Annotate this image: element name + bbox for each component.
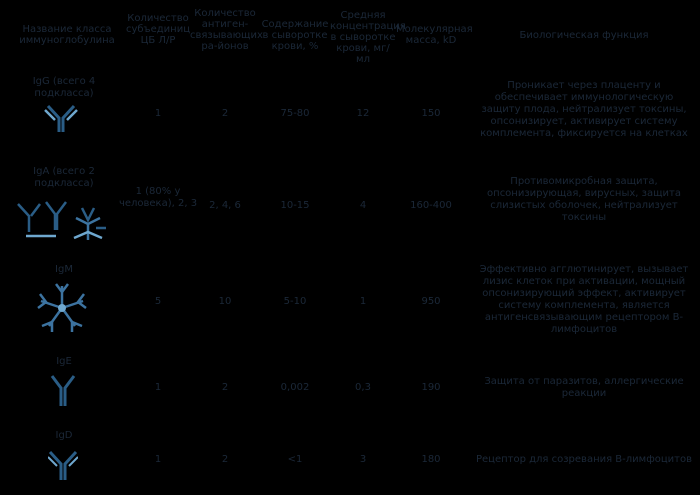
- row-percent: 75-80: [280, 108, 310, 119]
- row-name: IgA (всего 2 подкласса): [33, 166, 95, 189]
- row-percent: 0,002: [280, 382, 310, 393]
- header-chains: Количество субъединиц ЦБ Л/Р: [125, 13, 191, 46]
- row-sites: 10: [218, 296, 232, 307]
- igm-pentamer-icon: [34, 280, 90, 336]
- row-function: Противомикробная защита, опсонизирующая, вирусных, защита слизистых оболочек, нейтрализует токсины: [487, 176, 681, 223]
- row-level: 0,3: [355, 382, 371, 393]
- row-mass: 150: [421, 108, 441, 119]
- row-level: 3: [359, 454, 367, 465]
- row-chains: 5: [154, 296, 162, 307]
- igg-monomer-icon: [44, 104, 78, 134]
- row-function: Проникает через плаценту и обеспечивает иммунологическую защиту плода, нейтрализует токсины, опсонизирует, активирует систему комплемента, фиксируется на клетках: [480, 80, 688, 139]
- row-name: IgE: [56, 356, 72, 367]
- row-level: 4: [359, 200, 367, 211]
- row-function: Защита от паразитов, аллергические реакции: [484, 376, 684, 399]
- row-level: 1: [359, 296, 367, 307]
- row-sites: 2: [221, 454, 229, 465]
- header-function: Биологическая функция: [519, 30, 649, 41]
- row-level: 12: [356, 108, 370, 119]
- row-function: Эффективно агглютинирует, вызывает лизис клеток при активации, мощный опсонизирующий эффект, активирует систему комплемента, является антигенсвязывающим рецептором B-лимфоцитов: [479, 264, 689, 335]
- row-percent: 10-15: [280, 200, 310, 211]
- row-sites: 2, 4, 6: [209, 200, 241, 211]
- row-chains: 1 (80% у человека), 2, 3: [118, 186, 198, 209]
- header-serum-percent: Содержание в сыворотке крови, %: [261, 19, 329, 52]
- row-percent: 5-10: [283, 296, 307, 307]
- row-mass: 950: [421, 296, 441, 307]
- row-mass: 160-400: [410, 200, 452, 211]
- igd-monomer-icon: [48, 450, 78, 482]
- row-chains: 1: [154, 382, 162, 393]
- row-mass: 190: [421, 382, 441, 393]
- ige-monomer-icon: [50, 374, 76, 408]
- iga-multimer-icon: [16, 198, 112, 246]
- row-sites: 2: [221, 108, 229, 119]
- row-sites: 2: [221, 382, 229, 393]
- header-mol-mass: Молекулярная масса, kD: [396, 24, 473, 46]
- row-name: IgG (всего 4 подкласса): [32, 76, 96, 99]
- row-name: IgD: [55, 430, 73, 441]
- header-class: Название класса иммуноглобулина: [19, 24, 115, 46]
- row-mass: 180: [421, 454, 441, 465]
- row-name: IgM: [55, 264, 73, 275]
- header-serum-level: Средняя концентрация в сыворотке крови, мг/мл: [330, 10, 406, 65]
- row-function: Рецептор для созревания B-лимфоцитов: [475, 454, 693, 465]
- row-percent: <1: [287, 454, 303, 465]
- row-chains: 1: [154, 108, 162, 119]
- header-antigen-sites: Количество антиген-связывающих ра-йонов: [190, 8, 263, 52]
- row-chains: 1: [154, 454, 162, 465]
